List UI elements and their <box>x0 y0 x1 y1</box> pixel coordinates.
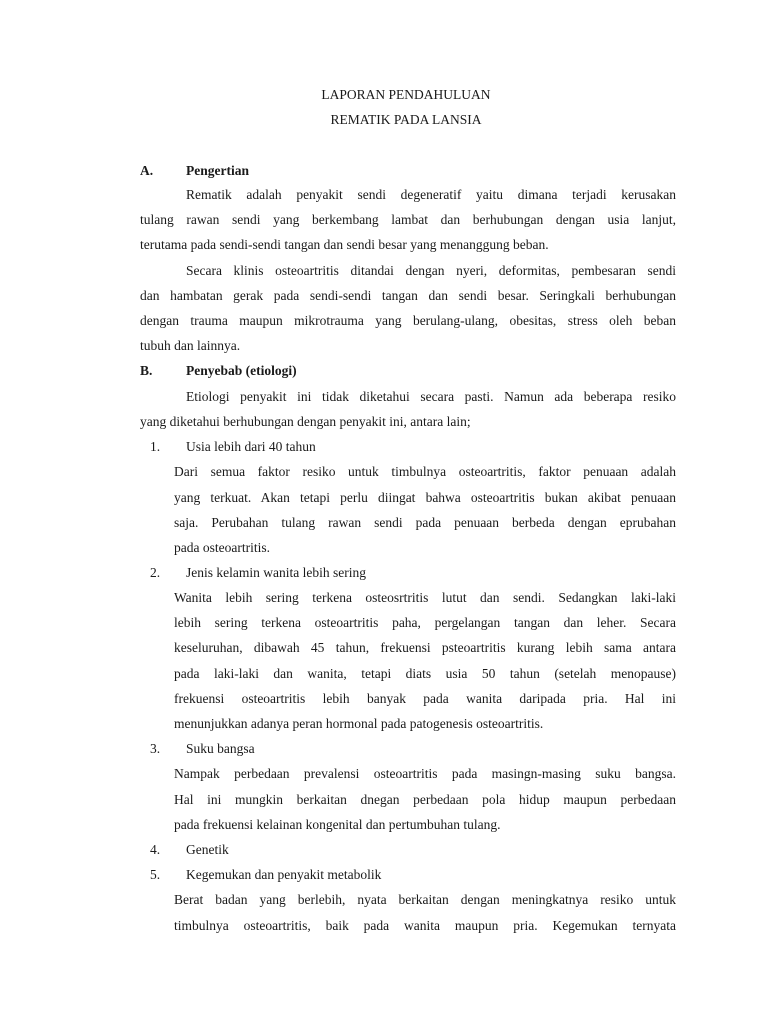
list-number: 3. <box>150 741 161 756</box>
list-item-line: Nampak perbedaan prevalensi osteoartritis pada masingn-masing suku bangsa. <box>174 766 676 781</box>
list-item-title: Suku bangsa <box>186 741 255 756</box>
paragraph-line: terutama pada sendi-sendi tangan dan sendi besar yang menanggung beban. <box>140 237 549 252</box>
paragraph-line: tubuh dan lainnya. <box>140 338 241 353</box>
list-item-line: saja. Perubahan tulang rawan sendi pada penuaan berbeda dengan eprubahan <box>174 515 676 530</box>
list-item-line: Hal ini mungkin berkaitan dnegan perbedaan pola hidup maupun perbedaan <box>174 792 676 807</box>
paragraph-line: Rematik adalah penyakit sendi degeneratif yaitu dimana terjadi kerusakan <box>186 187 676 202</box>
list-item-line: timbulnya osteoartritis, baik pada wanita maupun pria. Kegemukan ternyata <box>174 918 676 933</box>
paragraph-line: tulang rawan sendi yang berkembang lambat dan berhubungan dengan usia lanjut, <box>140 212 676 227</box>
paragraph-line: Etiologi penyakit ini tidak diketahui secara pasti. Namun ada beberapa resiko <box>186 389 676 404</box>
paragraph-line: Secara klinis osteoartritis ditandai dengan nyeri, deformitas, pembesaran sendi <box>186 263 676 278</box>
list-number: 4. <box>150 842 161 857</box>
list-item-line: Berat badan yang berlebih, nyata berkaitan dengan meningkatnya resiko untuk <box>174 892 676 907</box>
list-item-line: pada osteoartritis. <box>174 540 270 555</box>
section-b-marker: B. <box>140 363 153 378</box>
section-a-marker: A. <box>140 163 154 178</box>
list-item-line: Wanita lebih sering terkena osteosrtritis lutut dan sendi. Sedangkan laki-laki <box>174 590 676 605</box>
list-item-line: lebih sering terkena osteoartritis paha, pergelangan tangan dan leher. Secara <box>174 615 676 630</box>
list-number: 5. <box>150 867 161 882</box>
document-title: LAPORAN PENDAHULUAN <box>321 87 491 102</box>
list-number: 1. <box>150 439 161 454</box>
section-a-heading: Pengertian <box>186 163 249 178</box>
section-b-heading: Penyebab (etiologi) <box>186 363 297 378</box>
list-item-line: menunjukkan adanya peran hormonal pada patogenesis osteoartritis. <box>174 716 544 731</box>
list-item-title: Usia lebih dari 40 tahun <box>186 439 316 454</box>
list-item-line: Dari semua faktor resiko untuk timbulnya osteoartritis, faktor penuaan adalah <box>174 464 676 479</box>
paragraph-line: yang diketahui berhubungan dengan penyakit ini, antara lain; <box>140 414 471 429</box>
paragraph-line: dan hambatan gerak pada sendi-sendi tangan dan sendi besar. Seringkali berhubungan <box>140 288 676 303</box>
list-item-line: yang terkuat. Akan tetapi perlu diingat bahwa osteoartritis bukan akibat penuaan <box>174 490 676 505</box>
document-subtitle: REMATIK PADA LANSIA <box>330 112 482 127</box>
list-number: 2. <box>150 565 161 580</box>
list-item-title: Genetik <box>186 842 229 857</box>
list-item-line: frekuensi osteoartritis lebih banyak pada wanita daripada pria. Hal ini <box>174 691 676 706</box>
list-item-line: keseluruhan, dibawah 45 tahun, frekuensi psteoartritis kurang lebih sama antara <box>174 640 676 655</box>
paragraph-line: dengan trauma maupun mikrotrauma yang berulang-ulang, obesitas, stress oleh beban <box>140 313 676 328</box>
list-item-line: pada laki-laki dan wanita, tetapi diats usia 50 tahun (setelah menopause) <box>174 666 676 681</box>
list-item-line: pada frekuensi kelainan kongenital dan pertumbuhan tulang. <box>174 817 501 832</box>
list-item-title: Kegemukan dan penyakit metabolik <box>186 867 382 882</box>
list-item-title: Jenis kelamin wanita lebih sering <box>186 565 366 580</box>
